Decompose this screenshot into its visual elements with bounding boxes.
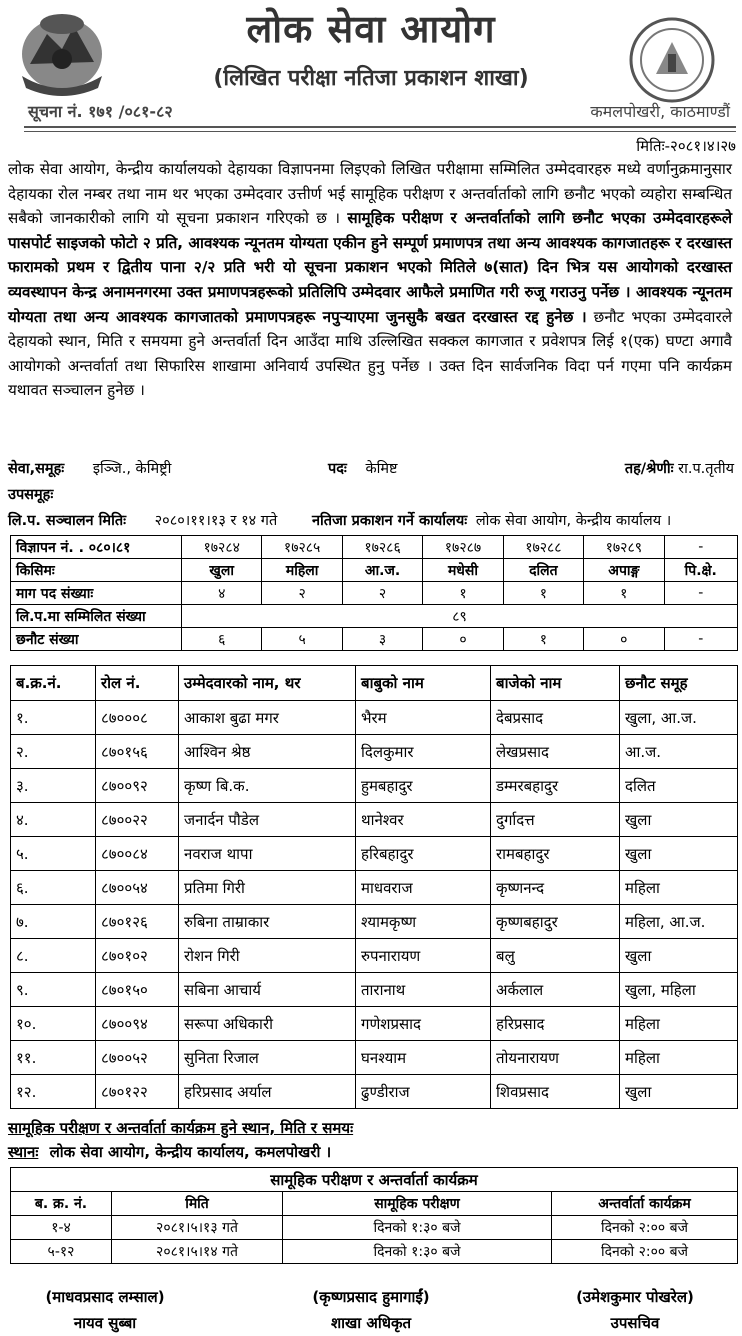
candidate-father: गणेशप्रसाद bbox=[356, 1007, 491, 1041]
psc-seal-logo bbox=[628, 16, 716, 104]
candidate-rows bbox=[11, 701, 738, 1109]
selected-cell: ० bbox=[584, 628, 664, 651]
selected-cell: - bbox=[664, 628, 737, 651]
candidate-serial: ३. bbox=[11, 769, 96, 803]
demand-cell: २ bbox=[262, 582, 342, 605]
candidate-grandfather: दुर्गादत्त bbox=[491, 803, 620, 837]
sched-col-serial: ब. क्र. नं. bbox=[11, 1192, 112, 1216]
schedule-title-row bbox=[11, 1168, 738, 1192]
schedule-table-title: सामूहिक परीक्षण र अन्तर्वार्ता कार्यक्रम bbox=[11, 1168, 738, 1192]
sched-col-date: मिति bbox=[112, 1192, 283, 1216]
signatory-title: शाखा अधिकृत bbox=[330, 1314, 412, 1332]
candidate-name: रुबिना ताम्राकार bbox=[179, 905, 356, 939]
schedule-rows bbox=[11, 1216, 738, 1264]
candidate-roll: ८७०१५६ bbox=[96, 735, 179, 769]
exam-date-value: २०८०।११।१३ र १४ गते bbox=[154, 513, 278, 529]
candidate-grandfather: हरिप्रसाद bbox=[491, 1007, 620, 1041]
schedule-group-test: दिनको १:३० बजे bbox=[283, 1216, 552, 1240]
candidate-serial: १. bbox=[11, 701, 96, 735]
candidate-roll: ८७००८४ bbox=[96, 837, 179, 871]
signature-block bbox=[256, 1284, 486, 1336]
candidate-roll: ८७००५४ bbox=[96, 871, 179, 905]
schedule-place bbox=[8, 1142, 331, 1162]
schedule-serial: ५-१२ bbox=[11, 1240, 112, 1264]
candidate-group: खुला bbox=[620, 803, 738, 837]
body-interview-note: छनौट भएका उम्मेदवारले देहायको स्थान, मिति र समयमा हुने अन्तर्वार्ता दिन आउँदा माथि उल्लिखित सक्कल कागजात र प्रवेशपत्र लिई १(एक) घण्टा अगावै आयोगको अन्तर्वार्ता तथा सिफारिस शाखामा अनिवार्य उपस्थित हुनु पर्नेछ । उक्त दिन सार्वजनिक विदा पर्न गएमा पनि कार्यक्रम यथावत सञ्चालन हुनेछ । bbox=[8, 307, 732, 400]
demand-cell: १ bbox=[584, 582, 664, 605]
vacancy-table bbox=[10, 535, 738, 651]
col-father: बाबुको नाम bbox=[356, 666, 491, 701]
level-value: रा.प.तृतीय bbox=[678, 461, 734, 477]
table-row bbox=[11, 871, 738, 905]
adv-number: १७२८४ bbox=[182, 536, 262, 559]
candidate-serial: ५. bbox=[11, 837, 96, 871]
candidate-father: श्यामकृष्ण bbox=[356, 905, 491, 939]
notice-number: सूचना नं. १७१ /०८१-८२ bbox=[28, 102, 173, 121]
type-label: किसिमः bbox=[11, 559, 182, 582]
candidate-group: महिला, आ.ज. bbox=[620, 905, 738, 939]
post bbox=[328, 458, 398, 478]
table-row bbox=[11, 905, 738, 939]
candidate-grandfather: लेखप्रसाद bbox=[491, 735, 620, 769]
col-roll: रोल नं. bbox=[96, 666, 179, 701]
body-intro: लोक सेवा आयोग, केन्द्रीय कार्यालयको देहायका विज्ञापनमा लिइएको लिखित परीक्षामा सम्मिलित उम्मेदवारहरु मध्ये वर्णानुक्रमानुसार देहायका रोल नम्बर तथा नाम थर भएका उम्मेदवार उत्तीर्ण भई सामूहिक परीक्षण र अन्तर्वार्ताको लागि छनौट भएको व्यहोरा सम्बन्धित सबैको जानकारीको लागि यो सूचना प्रकाशन गरिएको छ । bbox=[8, 160, 732, 228]
candidate-serial: ४. bbox=[11, 803, 96, 837]
selected-cell: ० bbox=[423, 628, 503, 651]
schedule-table bbox=[10, 1167, 738, 1264]
candidate-father: भैरम bbox=[356, 701, 491, 735]
type-cell: आ.ज. bbox=[342, 559, 422, 582]
candidate-serial: ७. bbox=[11, 905, 96, 939]
candidate-name: रोशन गिरी bbox=[179, 939, 356, 973]
table-row bbox=[11, 1216, 738, 1240]
selected-cell: ६ bbox=[182, 628, 262, 651]
office-location: कमलपोखरी, काठमाण्डौं bbox=[590, 102, 730, 121]
candidate-name: सबिना आचार्य bbox=[179, 973, 356, 1007]
candidate-serial: २. bbox=[11, 735, 96, 769]
candidate-name: आश्विन श्रेष्ठ bbox=[179, 735, 356, 769]
post-value: केमिष्ट bbox=[365, 461, 398, 477]
type-cell: पि.क्षे. bbox=[664, 559, 737, 582]
table-row bbox=[11, 701, 738, 735]
candidate-roll: ८७०१५० bbox=[96, 973, 179, 1007]
sched-col-group-test: सामूहिक परीक्षण bbox=[283, 1192, 552, 1216]
adv-number: १७२८८ bbox=[503, 536, 583, 559]
demand-label: माग पद संख्याः bbox=[11, 582, 182, 605]
candidate-name: सुनिता रिजाल bbox=[179, 1041, 356, 1075]
candidate-group: खुला bbox=[620, 1075, 738, 1109]
signatory-name: (कृष्णप्रसाद हुमागाईं) bbox=[312, 1288, 430, 1306]
candidate-grandfather: बलु bbox=[491, 939, 620, 973]
type-cell: अपाङ्ग bbox=[584, 559, 664, 582]
candidate-roll: ८७००९२ bbox=[96, 769, 179, 803]
schedule-interview: दिनको २:०० बजे bbox=[552, 1240, 738, 1264]
selected-cell: १ bbox=[503, 628, 583, 651]
candidate-grandfather: कृष्णबहादुर bbox=[491, 905, 620, 939]
candidate-serial: ६. bbox=[11, 871, 96, 905]
schedule-date: २०८१।५।१४ गते bbox=[112, 1240, 283, 1264]
col-serial: ब.क्र.नं. bbox=[11, 666, 96, 701]
table-row bbox=[11, 769, 738, 803]
header-divider-thin bbox=[24, 131, 736, 132]
place-label: स्थानः bbox=[8, 1143, 39, 1161]
candidate-roll: ८७००५२ bbox=[96, 1041, 179, 1075]
service-group bbox=[8, 458, 171, 478]
candidate-name: प्रतिमा गिरी bbox=[179, 871, 356, 905]
vacancy-row-participants bbox=[11, 605, 738, 628]
result-office-label: नतिजा प्रकाशन गर्ने कार्यालयः bbox=[312, 513, 468, 529]
candidate-name: आकाश बुढा मगर bbox=[179, 701, 356, 735]
adv-number: १७२८६ bbox=[342, 536, 422, 559]
table-row bbox=[11, 939, 738, 973]
header-divider bbox=[24, 126, 736, 128]
candidate-father: थानेश्वर bbox=[356, 803, 491, 837]
signature-block bbox=[520, 1284, 742, 1336]
adv-number: १७२८५ bbox=[262, 536, 342, 559]
candidate-name: कृष्ण बि.क. bbox=[179, 769, 356, 803]
adv-number: १७२८७ bbox=[423, 536, 503, 559]
table-row bbox=[11, 735, 738, 769]
adv-number: - bbox=[664, 536, 737, 559]
candidate-father: हरिबहादुर bbox=[356, 837, 491, 871]
table-row bbox=[11, 1075, 738, 1109]
org-title: लोक सेवा आयोग bbox=[246, 7, 496, 51]
candidate-roll: ८७०१२२ bbox=[96, 1075, 179, 1109]
candidate-father: हुमबहादुर bbox=[356, 769, 491, 803]
col-grandfather: बाजेको नाम bbox=[491, 666, 620, 701]
notice-date: मितिः-२०८१।४।२७ bbox=[636, 137, 736, 155]
demand-cell: १ bbox=[503, 582, 583, 605]
candidate-father: माधवराज bbox=[356, 871, 491, 905]
candidate-roll: ८७०००८ bbox=[96, 701, 179, 735]
candidate-group: आ.ज. bbox=[620, 735, 738, 769]
vacancy-row-selected bbox=[11, 628, 738, 651]
demand-cell: ४ bbox=[182, 582, 262, 605]
level bbox=[625, 458, 734, 478]
candidate-group: खुला, महिला bbox=[620, 973, 738, 1007]
schedule-interview: दिनको २:०० बजे bbox=[552, 1216, 738, 1240]
table-row bbox=[11, 837, 738, 871]
demand-cell: २ bbox=[342, 582, 422, 605]
adv-label: विज्ञापन नं. . ०८०।८१ bbox=[11, 536, 182, 559]
service-label: सेवा,समूहः bbox=[8, 461, 65, 477]
table-row bbox=[11, 1240, 738, 1264]
result-office bbox=[312, 510, 671, 530]
candidate-serial: १२. bbox=[11, 1075, 96, 1109]
vacancy-row-demand bbox=[11, 582, 738, 605]
candidate-roll: ८७०१०२ bbox=[96, 939, 179, 973]
adv-number: १७२८९ bbox=[584, 536, 664, 559]
candidate-name: जनार्दन पौडेल bbox=[179, 803, 356, 837]
candidate-serial: ८. bbox=[11, 939, 96, 973]
candidate-header-row bbox=[11, 666, 738, 701]
place-value: लोक सेवा आयोग, केन्द्रीय कार्यालय, कमलपोखरी । bbox=[49, 1143, 332, 1161]
candidate-serial: ११. bbox=[11, 1041, 96, 1075]
org-subtitle: (लिखित परीक्षा नतिजा प्रकाशन शाखा) bbox=[213, 66, 529, 91]
candidate-serial: ९. bbox=[11, 973, 96, 1007]
schedule-serial: १-४ bbox=[11, 1216, 112, 1240]
candidate-table bbox=[10, 665, 738, 1109]
col-name: उम्मेदवारको नाम, थर bbox=[179, 666, 356, 701]
exam-date bbox=[8, 510, 277, 530]
col-group: छनौट समूह bbox=[620, 666, 738, 701]
candidate-grandfather: डम्मरबहादुर bbox=[491, 769, 620, 803]
type-cell: दलित bbox=[503, 559, 583, 582]
candidate-group: खुला bbox=[620, 939, 738, 973]
type-cell: मधेसी bbox=[423, 559, 503, 582]
candidate-name: नवराज थापा bbox=[179, 837, 356, 871]
demand-cell: - bbox=[664, 582, 737, 605]
candidate-father: ढुण्डीराज bbox=[356, 1075, 491, 1109]
candidate-father: घनश्याम bbox=[356, 1041, 491, 1075]
candidate-name: हरिप्रसाद अर्याल bbox=[179, 1075, 356, 1109]
candidate-grandfather: रामबहादुर bbox=[491, 837, 620, 871]
candidate-group: दलित bbox=[620, 769, 738, 803]
selected-cell: ५ bbox=[262, 628, 342, 651]
service-value: इञ्जि., केमिष्ट्री bbox=[92, 461, 172, 477]
vacancy-row-type bbox=[11, 559, 738, 582]
level-label: तह/श्रेणीः bbox=[624, 461, 674, 477]
candidate-roll: ८७०१२६ bbox=[96, 905, 179, 939]
table-row bbox=[11, 973, 738, 1007]
participants-label: लि.प.मा सम्मिलित संख्या bbox=[11, 605, 182, 628]
schedule-header-row bbox=[11, 1192, 738, 1216]
candidate-grandfather: देबप्रसाद bbox=[491, 701, 620, 735]
candidate-roll: ८७००९४ bbox=[96, 1007, 179, 1041]
candidate-grandfather: कृष्णनन्द bbox=[491, 871, 620, 905]
signatory-title: उपसचिव bbox=[610, 1314, 660, 1332]
schedule-date: २०८१।५।१३ गते bbox=[112, 1216, 283, 1240]
selected-cell: ३ bbox=[342, 628, 422, 651]
type-cell: महिला bbox=[262, 559, 342, 582]
candidate-grandfather: अर्कलाल bbox=[491, 973, 620, 1007]
body-instructions: सामूहिक परीक्षण र अन्तर्वार्ताको लागि छनौट भएका उम्मेदवारहरूले पासपोर्ट साइजको फोटो २ प्रति, आवश्यक न्यूनतम योग्यता एकीन हुने सम्पूर्ण प्रमाणपत्र तथा अन्य आवश्यक कागजातहरू र दरखास्त फारामको प्रथम र द्वितीय पाना २/२ प्रति भरी यो सूचना प्रकाशन भएको मितिले ७(सात) दिन भित्र यस आयोगको दरखास्त व्यवस्थापन केन्द्र अनामनगरमा उक्त प्रमाणपत्रहरूको प्रतिलिपि उम्मेदवार आफैले प्रमाणित गरी रुजू गराउनु पर्नेछ । आवश्यक न्यूनतम योग्यता तथा अन्य आवश्यक कागजातको प्रमाणपत्रहरू नपुऱ्याएमा जुनसुकै बखत दरखास्त रद्द हुनेछ । bbox=[8, 209, 733, 326]
candidate-group: खुला, आ.ज. bbox=[620, 701, 738, 735]
post-label: पदः bbox=[328, 461, 347, 477]
signatory-name: (माधवप्रसाद लम्साल) bbox=[45, 1288, 165, 1306]
schedule-group-test: दिनको १:३० बजे bbox=[283, 1240, 552, 1264]
candidate-group: महिला bbox=[620, 1041, 738, 1075]
selected-label: छनौट संख्या bbox=[11, 628, 182, 651]
result-office-value: लोक सेवा आयोग, केन्द्रीय कार्यालय । bbox=[475, 513, 672, 529]
table-row bbox=[11, 1041, 738, 1075]
table-row bbox=[11, 803, 738, 837]
signatory-name: (उमेशकुमार पोखरेल) bbox=[576, 1288, 694, 1306]
participants-count: ८९ bbox=[182, 605, 738, 628]
signature-block bbox=[0, 1284, 220, 1336]
candidate-roll: ८७००२२ bbox=[96, 803, 179, 837]
exam-date-label: लि.प. सञ्चालन मितिः bbox=[8, 513, 127, 529]
table-row bbox=[11, 1007, 738, 1041]
schedule-title: सामूहिक परीक्षण र अन्तर्वार्ता कार्यक्रम हुने स्थान, मिति र समयः bbox=[8, 1119, 354, 1137]
candidate-grandfather: तोयनारायण bbox=[491, 1041, 620, 1075]
candidate-grandfather: शिवप्रसाद bbox=[491, 1075, 620, 1109]
candidate-group: खुला bbox=[620, 837, 738, 871]
candidate-group: महिला bbox=[620, 1007, 738, 1041]
candidate-father: दिलकुमार bbox=[356, 735, 491, 769]
vacancy-row-advertisement bbox=[11, 536, 738, 559]
candidate-group: महिला bbox=[620, 871, 738, 905]
subgroup-label: उपसमूहः bbox=[8, 487, 54, 503]
signatory-title: नायव सुब्बा bbox=[73, 1314, 137, 1332]
type-cell: खुला bbox=[182, 559, 262, 582]
candidate-serial: १०. bbox=[11, 1007, 96, 1041]
demand-cell: १ bbox=[423, 582, 503, 605]
subgroup bbox=[8, 484, 53, 504]
sched-col-interview: अन्तर्वार्ता कार्यक्रम bbox=[552, 1192, 738, 1216]
candidate-father: रुपनारायण bbox=[356, 939, 491, 973]
candidate-name: सरूपा अधिकारी bbox=[179, 1007, 356, 1041]
candidate-father: तारानाथ bbox=[356, 973, 491, 1007]
notice-body bbox=[8, 157, 732, 403]
